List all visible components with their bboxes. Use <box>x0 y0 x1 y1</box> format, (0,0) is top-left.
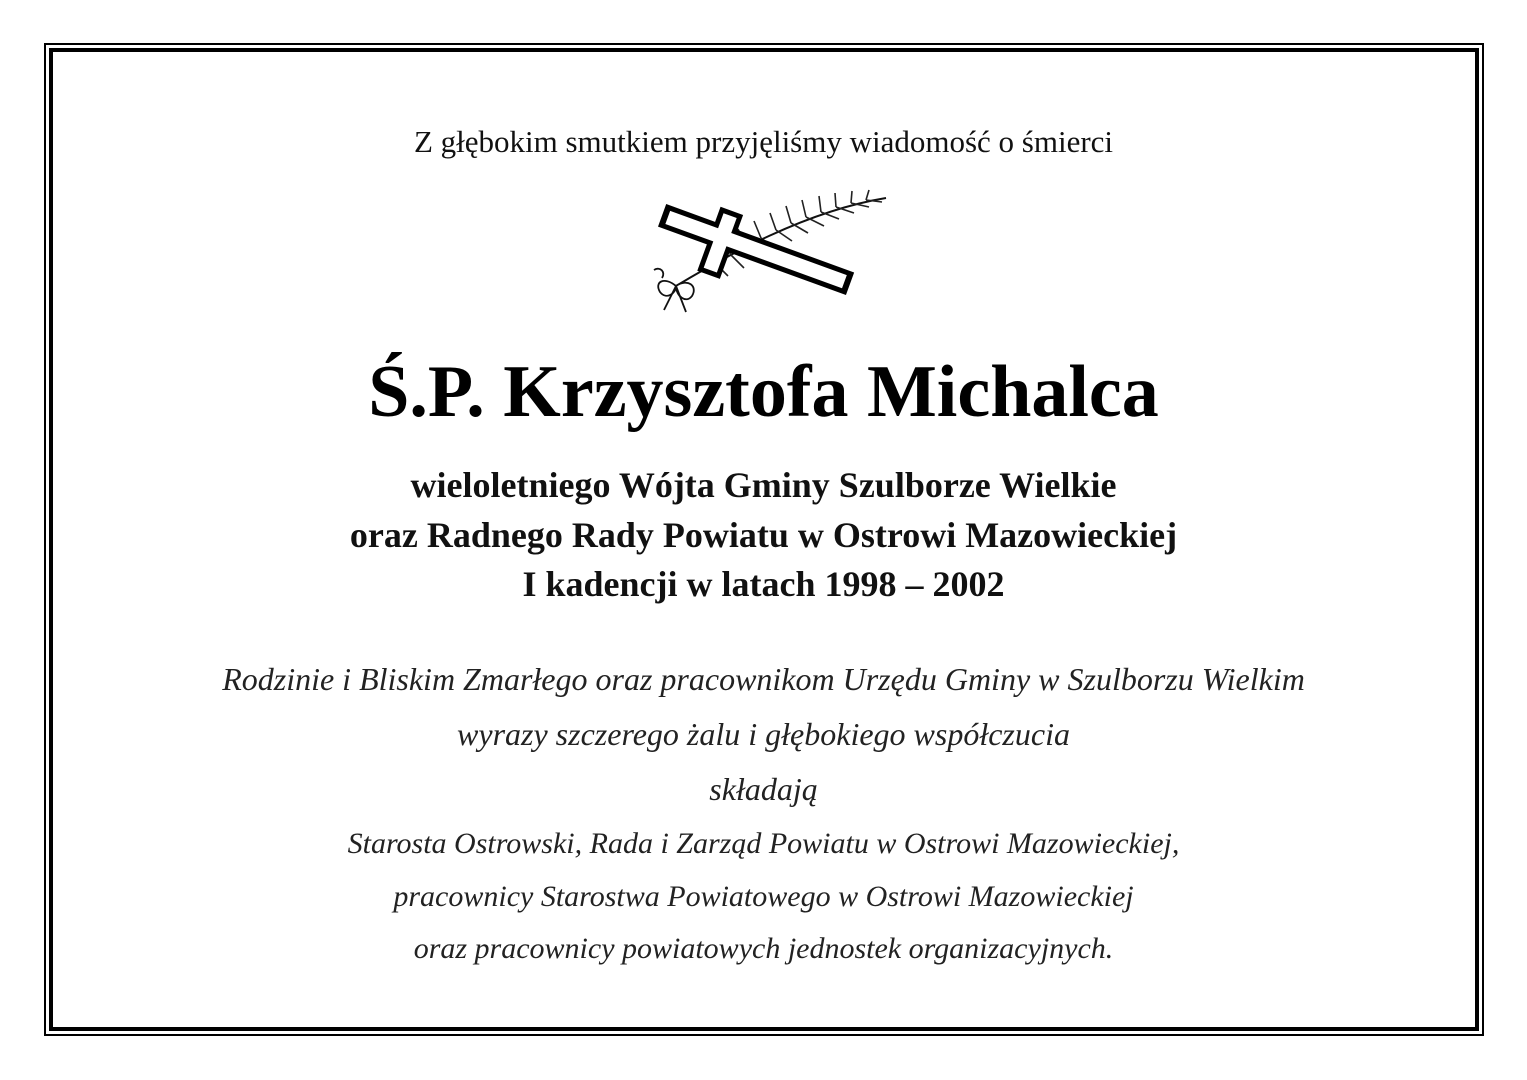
deceased-name-heading: Ś.P. Krzysztofa Michalca <box>368 351 1159 433</box>
role-line-2: oraz Radnego Rady Powiatu w Ostrowi Mazowieckiej <box>349 515 1178 555</box>
condolence-line-1: Rodzinie i Bliskim Zmarłego oraz pracownikom Urzędu Gminy w Szulborzu Wielkim <box>222 661 1305 697</box>
intro-text: Z głębokim smutkiem przyjęliśmy wiadomość o śmierci <box>413 124 1114 159</box>
role-line-1: wieloletniego Wójta Gminy Szulborze Wielkie <box>410 465 1117 505</box>
signatories-line-2: pracownicy Starostwa Powiatowego w Ostrowi Mazowieckiej <box>393 880 1134 913</box>
signatories-line-3: oraz pracownicy powiatowych jednostek organizacyjnych. <box>413 932 1114 965</box>
signatories-line-1: Starosta Ostrowski, Rada i Zarząd Powiatu w Ostrowi Mazowieckiej, <box>347 827 1180 860</box>
cross-with-palm-branch-icon <box>636 186 896 316</box>
condolence-line-3: składają <box>709 771 818 807</box>
role-line-3: I kadencji w latach 1998 – 2002 <box>522 564 1005 604</box>
condolence-line-2: wyrazy szczerego żalu i głębokiego współczucia <box>457 716 1070 752</box>
